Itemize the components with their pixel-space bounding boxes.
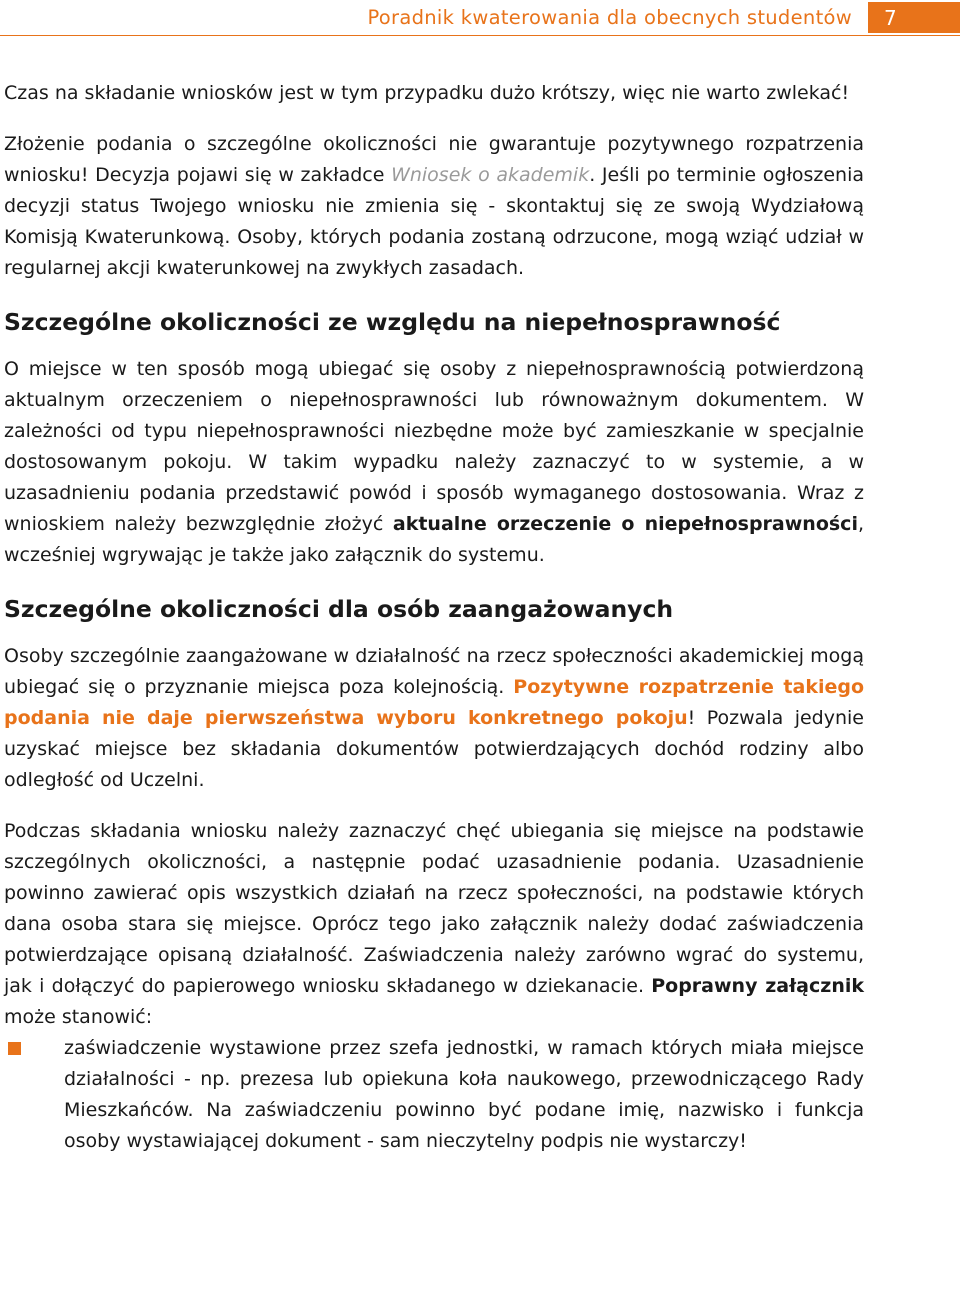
paragraph-engaged-highlight: Pozytywne rozpatrzenie takiego podania nie daje pierwszeństwa wyboru konkretnego pokoju — [4, 676, 865, 729]
paragraph-decision-text-2: . Jeśli po terminie ogłoszenia decyzji status Twojego wniosku nie zmienia się - skontaktuj się ze swoją Wydziałową Komisją Kwaterunkową. Osoby, których podania zostaną odrzucone, mogą wziąć udział w regularnej akcji kwaterunkowej na zwykłych zasadach. — [4, 164, 865, 279]
paragraph-deadline: Czas na składanie wniosków jest w tym przypadku dużo krótszy, więc nie warto zwlekać! — [4, 82, 850, 104]
page-content — [4, 78, 864, 1157]
paragraph-engaged-text-2: ! Pozwala jedynie uzyskać miejsce bez składania dokumentów potwierdzających dochód rodziny albo odległość od Uczelni. — [4, 707, 864, 791]
header-rule — [0, 35, 960, 36]
list-item — [4, 1033, 864, 1157]
paragraph-engaged — [4, 641, 864, 796]
paragraph-application-text-1: Podczas składania wniosku należy zaznaczyć chęć ubiegania się miejsce na podstawie szczególnych okoliczności, a następnie podać uzasadnienie podania. Uzasadnienie powinno zawierać opis wszystkich działań na rzecz społeczności, na podstawie których dana osoba stara się miejsce. Oprócz tego jako załącznik należy dodać zaświadczenia potwierdzające opisaną działalność. Zaświadczenia należy zarówno wgrać do systemu, jak i dołączyć do papierowego wniosku składanego w dziekanacie. — [4, 820, 864, 997]
header-title: Poradnik kwaterowania dla obecnych studentów — [367, 6, 852, 29]
page-number-badge — [868, 2, 960, 33]
paragraph-disability — [4, 354, 864, 571]
attachment-list — [4, 1033, 864, 1157]
paragraph-decision — [4, 129, 864, 284]
paragraph-disability-bold: aktualne orzeczenie o niepełnosprawności — [392, 513, 858, 535]
paragraph-engaged-text-1: Osoby szczególnie zaangażowane w działalność na rzecz społeczności akademickiej mogą ubiegać się o przyznanie miejsca poza kolejnością. — [4, 645, 864, 698]
section-heading-engaged: Szczególne okoliczności dla osób zaangażowanych — [4, 595, 674, 623]
list-item-text: zaświadczenie wystawione przez szefa jednostki, w ramach których miała miejsce działalności - np. prezesa lub opiekuna koła naukowego, przewodniczącego Rady Mieszkańców. Na zaświadczeniu powinno być podane imię, nazwisko i funkcja osoby wystawiającej dokument - sam nieczytelny podpis nie wystarczy! — [64, 1037, 864, 1152]
paragraph-application — [4, 816, 864, 1033]
paragraph-disability-text-2: , wcześniej wgrywając je także jako załącznik do systemu. — [4, 513, 865, 566]
square-bullet-icon — [8, 1042, 21, 1055]
paragraph-decision-text-1: Złożenie podania o szczególne okoliczności nie gwarantuje pozytywnego rozpatrzenia wniosku! Decyzja pojawi się w zakładce — [4, 133, 864, 186]
page-number: 7 — [884, 5, 897, 30]
paragraph-application-text-2: może stanowić: — [4, 1006, 153, 1028]
section-heading-disability: Szczególne okoliczności ze względu na niepełnosprawność — [4, 308, 781, 336]
paragraph-application-bold: Poprawny załącznik — [651, 975, 864, 997]
page-header — [0, 0, 960, 36]
paragraph-disability-text-1: O miejsce w ten sposób mogą ubiegać się osoby z niepełnosprawnością potwierdzoną aktualnym orzeczeniem o niepełnosprawności lub równoważnym dokumentem. W zależności od typu niepełnosprawności niezbędne może być zamieszkanie w specjalnie dostosowanym pokoju. W takim wypadku należy zaznaczyć to w systemie, a w uzasadnieniu podania przedstawić powód i sposób wymaganego dostosowania. Wraz z wnioskiem należy bezwzględnie złożyć — [4, 358, 864, 535]
tab-name-reference: Wniosek o akademik — [391, 164, 590, 186]
